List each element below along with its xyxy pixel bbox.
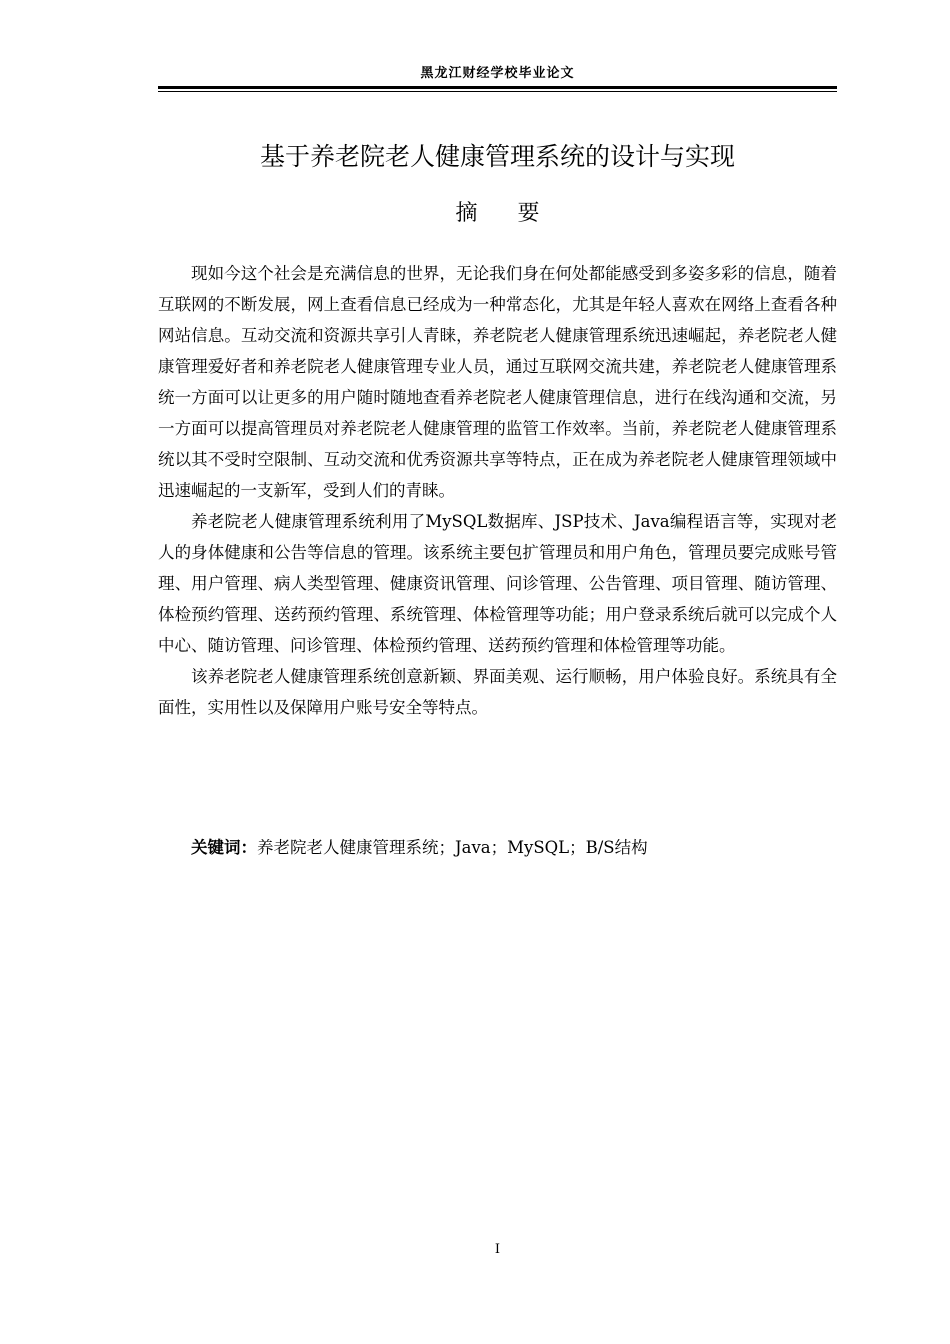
abstract-paragraph-1: 现如今这个社会是充满信息的世界，无论我们身在何处都能感受到多姿多彩的信息，随着互联网的不断发展，网上查看信息已经成为一种常态化，尤其是年轻人喜欢在网络上查看各种网站信息。互动交流和资源共享引人青睐，养老院老人健康管理系统迅速崛起，养老院老人健康管理爱好者和养老院老人健康管理专业人员，通过互联网交流共建，养老院老人健康管理系统一方面可以让更多的用户随时随地查看养老院老人健康管理信息，进行在线沟通和交流，另一方面可以提高管理员对养老院老人健康管理的监管工作效率。当前，养老院老人健康管理系统以其不受时空限制、互动交流和优秀资源共享等特点，正在成为养老院老人健康管理领域中迅速崛起的一支新军，受到人们的青睐。 <box>158 264 837 500</box>
abstract-heading: 摘要 <box>455 201 580 226</box>
keywords-label: 关键词： <box>191 838 257 857</box>
running-header: 黑龙江财经学校毕业论文 <box>420 66 575 81</box>
abstract-paragraph-3: 该养老院老人健康管理系统创意新颖、界面美观、运行顺畅，用户体验良好。系统具有全面性，实用性以及保障用户账号安全等特点。 <box>158 667 837 717</box>
keywords-line <box>158 832 837 863</box>
header-rule-thin <box>158 91 837 92</box>
keywords-text: 养老院老人健康管理系统；Java；MySQL；B/S结构 <box>257 838 648 857</box>
page-number: I <box>494 1242 501 1257</box>
paper-title: 基于养老院老人健康管理系统的设计与实现 <box>259 142 735 171</box>
abstract-paragraph-2: 养老院老人健康管理系统利用了MySQL数据库、JSP技术、Java编程语言等，实现对老人的身体健康和公告等信息的管理。该系统主要包扩管理员和用户角色，管理员要完成账号管理、用户管理、病人类型管理、健康资讯管理、问诊管理、公告管理、项目管理、随访管理、体检预约管理、送药预约管理、系统管理、体检管理等功能；用户登录系统后就可以完成个人中心、随访管理、问诊管理、体检预约管理、送药预约管理和体检管理等功能。 <box>158 512 837 655</box>
abstract-body <box>158 258 837 723</box>
header-rule-thick <box>158 86 837 89</box>
